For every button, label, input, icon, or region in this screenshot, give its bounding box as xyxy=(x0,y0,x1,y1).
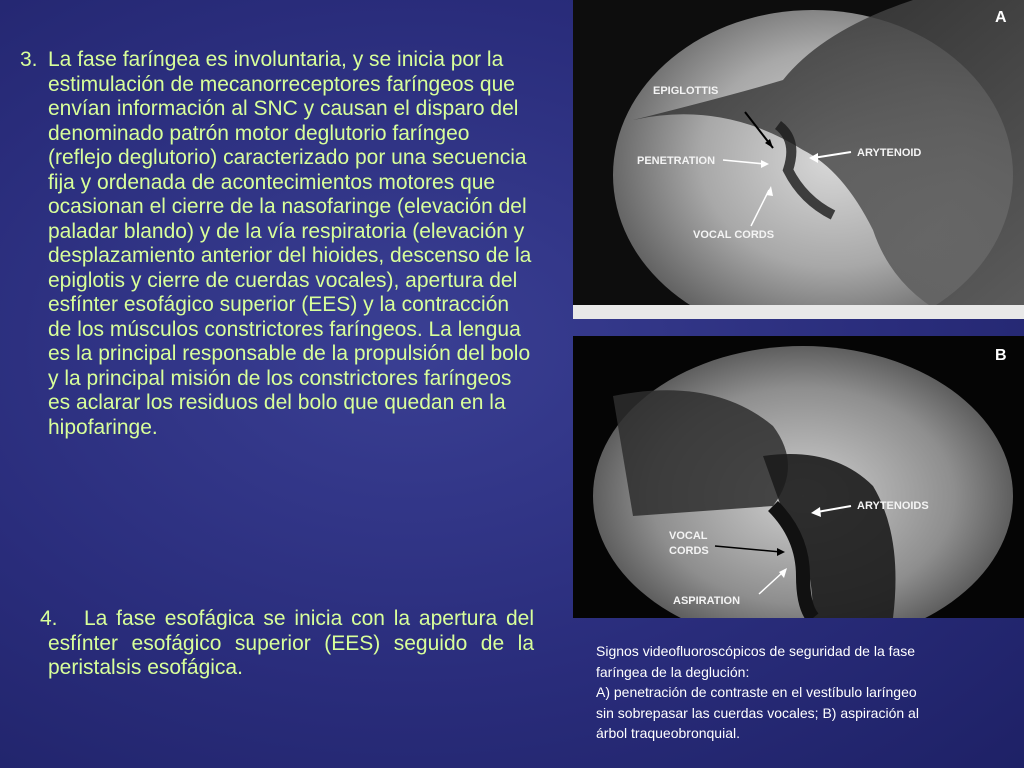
svg-text:VOCAL CORDS: VOCAL CORDS xyxy=(693,229,775,241)
fluoroscopy-image-a xyxy=(573,0,1024,319)
figure-caption xyxy=(596,641,1006,744)
caption-line-4: sin sobrepasar las cuerdas vocales; B) aspiración al xyxy=(596,704,919,721)
caption-line-5: árbol traqueobronquial. xyxy=(596,725,740,741)
fluoroscopy-image-b xyxy=(573,336,1024,618)
item-number-4: 4. xyxy=(40,607,58,630)
svg-text:ARYTENOIDS: ARYTENOIDS xyxy=(857,500,929,512)
svg-text:EPIGLOTTIS: EPIGLOTTIS xyxy=(653,85,719,97)
paragraph-esophageal-phase xyxy=(40,607,534,681)
item-number-3: 3. xyxy=(20,48,38,71)
caption-line-2: faríngea de la deglución: xyxy=(596,663,750,680)
esophageal-phase-text: La fase esofágica se inicia con la apertura del esfínter esofágico superior (EES) seguido de la peristalsis esofágica. xyxy=(48,607,534,679)
caption-line-1: Signos videofluoroscópicos de seguridad de la fase xyxy=(596,643,916,659)
svg-text:ARYTENOID: ARYTENOID xyxy=(857,147,922,159)
panel-letter-a: A xyxy=(995,9,1007,26)
svg-text:ASPIRATION: ASPIRATION xyxy=(673,595,741,607)
paragraph-pharyngeal-phase xyxy=(20,48,535,440)
pharyngeal-phase-text: La fase faríngea es involuntaria, y se inicia por la estimulación de mecanorreceptores faríngeos que envían información al SNC y causan el disparo del denominado patrón motor deglutorio faríngeo (reflejo deglutorio) caracterizado por una secuencia fija y ordenada de acontecimientos motores que ocasionan el cierre de la nasofaringe (elevación del paladar blando) y de la vía respiratoria (elevación y desplazamiento anterior del hioides, descenso de la epiglotis y cierre de cuerdas vocales), apertura del esfínter esofágico superior (EES) y la contracción de los músculos constrictores faríngeos. La lengua es la principal responsable de la propulsión del bolo y la principal misión de los constrictores faríngeos es aclarar los residuos del bolo que quedan en la hipofaringe. xyxy=(48,48,532,439)
svg-text:PENETRATION: PENETRATION xyxy=(637,155,716,167)
panel-letter-b: B xyxy=(995,347,1007,364)
caption-line-3: A) penetración de contraste en el vestíbulo laríngeo xyxy=(596,684,917,700)
svg-text:VOCAL: VOCAL xyxy=(669,530,708,542)
svg-text:CORDS: CORDS xyxy=(669,545,709,557)
